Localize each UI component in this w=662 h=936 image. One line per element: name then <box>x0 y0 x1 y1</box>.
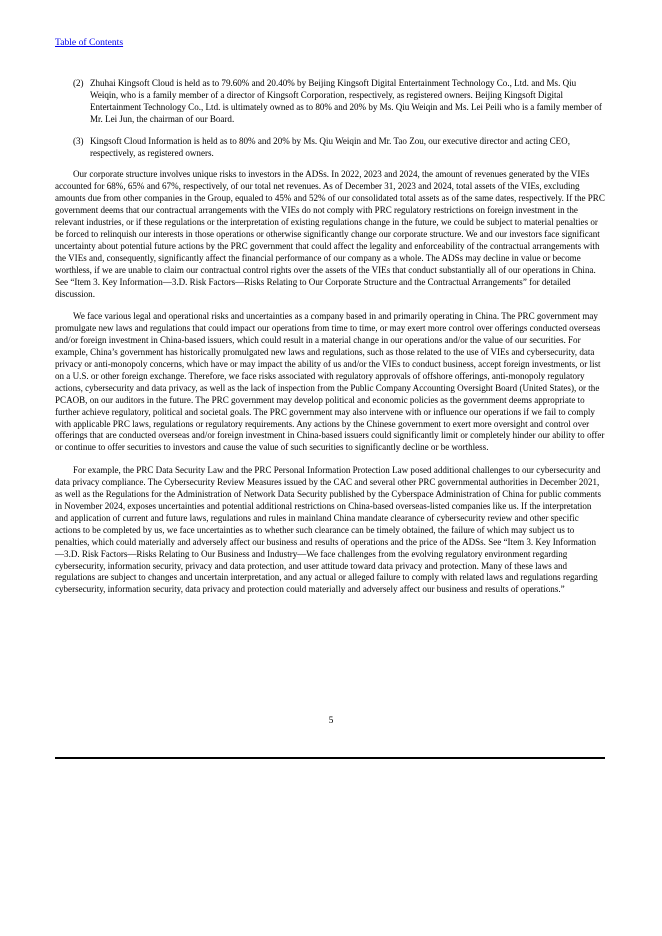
page-divider <box>55 757 605 759</box>
footnote-number: (2) <box>73 78 84 88</box>
body-paragraph-legal-operational-risks: We face various legal and operational risks and uncertainties as a company based in and primarily operating in China. The PRC government may promulgate new laws and regulations that could impact our operations from time to time, or may exert more control over offerings conducted overseas and/or foreign investment in China-based issuers, which could result in a material change in our operations and/or the value of our securities. For example, China’s government has historically promulgated new laws and regulations, such as those related to the use of VIEs and cybersecurity, data privacy or anti-monopoly concerns, which have or may impact the ability of us and/or the VIEs to conduct business, accept foreign investments, or list on a U.S. or other foreign exchange. Therefore, we face risks associated with regulatory approvals of offshore offerings, anti-monopoly regulatory actions, cybersecurity and data privacy, as well as the lack of inspection from the Public Company Accounting Oversight Board (United States), or the PCAOB, on our auditors in the future. The PRC government may develop political and economic policies as the government deems appropriate to further achieve regulatory, political and societal goals. The PRC government may also intervene with or influence our operations if we fail to comply with applicable PRC laws, regulations or regulatory requirements. Any actions by the Chinese government to exert more oversight and control over offerings that are conducted overseas and/or foreign investment in China-based issuers could significantly limit or completely hinder our ability to offer or continue to offer securities to investors and cause the value of such securities to significantly decline or be worthless. <box>55 311 605 453</box>
footnote-text: Zhuhai Kingsoft Cloud is held as to 79.60% and 20.40% by Beijing Kingsoft Digital Entertainment Technology Co., Ltd. and Ms. Qiu Weiqin, who is a family member of a director of Kingsoft Corporation, respectively, as registered owners. Beijing Kingsoft Digital Entertainment Technology Co., Ltd. is ultimately owned as to 80% and 20% by Ms. Qiu Weiqin and Ms. Lei Peili who is a family member of Mr. Lei Jun, the chairman of our Board. <box>90 78 602 124</box>
page-body <box>55 78 605 607</box>
body-paragraph-corporate-structure: Our corporate structure involves unique risks to investors in the ADSs. In 2022, 2023 and 2024, the amount of revenues generated by the VIEs accounted for 68%, 65% and 67%, respectively, of our total net revenues. As of December 31, 2023 and 2024, total assets of the VIEs, excluding amounts due from other companies in the Group, equaled to 45% and 52% of our consolidated total assets as of the same dates, respectively. If the PRC government deems that our contractual arrangements with the VIEs do not comply with PRC regulatory restrictions on foreign investment in the relevant industries, or if these regulations or the interpretation of existing regulations change in the future, we could be subject to material penalties or be forced to relinquish our interests in those operations or otherwise significantly change our corporate structure. We and our investors face significant uncertainty about potential future actions by the PRC government that could affect the legality and enforceability of the contractual arrangements with the VIEs and, consequently, significantly affect the financial performance of our company as a whole. The ADSs may decline in value or become worthless, if we are unable to claim our contractual control rights over the assets of the VIEs that conduct substantially all of our operations in China. See “Item 3. Key Information—3.D. Risk Factors—Risks Relating to Our Corporate Structure and the Contractual Arrangements” for detailed discussion. <box>55 169 605 299</box>
footnote-text: Kingsoft Cloud Information is held as to 80% and 20% by Ms. Qiu Weiqin and Mr. Tao Zou, our executive director and acting CEO, respectively, as registered owners. <box>90 135 570 158</box>
footnote-number: (3) <box>73 135 84 146</box>
table-of-contents-link[interactable]: Table of Contents <box>55 37 124 48</box>
page-number: 5 <box>328 716 334 726</box>
body-paragraph-data-security: For example, the PRC Data Security Law and the PRC Personal Information Protection Law posed additional challenges to our cybersecurity and data privacy compliance. The Cybersecurity Review Measures issued by the CAC and several other PRC governmental authorities in December 2021, as well as the Regulations for the Administration of Network Data Security published by the Cyberspace Administration of China for public comments in November 2024, exposes uncertainties and potential additional restrictions on China-based overseas-listed companies like us. If the interpretation and application of current and future laws, regulations and rules in mainland China mandate clearance of cybersecurity review and other specific actions to be completed by us, we face uncertainties as to whether such clearance can be timely obtained, the failure of which may subject us to penalties, which could materially and adversely affect our business and results of operations and the price of the ADSs. See “Item 3. Key Information—3.D. Risk Factors—Risks Relating to Our Business and Industry—We face challenges from the evolving regulatory environment regarding cybersecurity, information security, privacy and data protection, and user attitude toward data privacy and protection. Many of these laws and regulations are subject to changes and uncertain interpretation, and any actual or alleged failure to comply with related laws and regulations regarding cybersecurity, information security, data privacy and protection could materially and adversely affect our business and results of operations.” <box>55 465 601 595</box>
footnote-item <box>55 78 605 126</box>
footnote-item <box>55 136 605 160</box>
